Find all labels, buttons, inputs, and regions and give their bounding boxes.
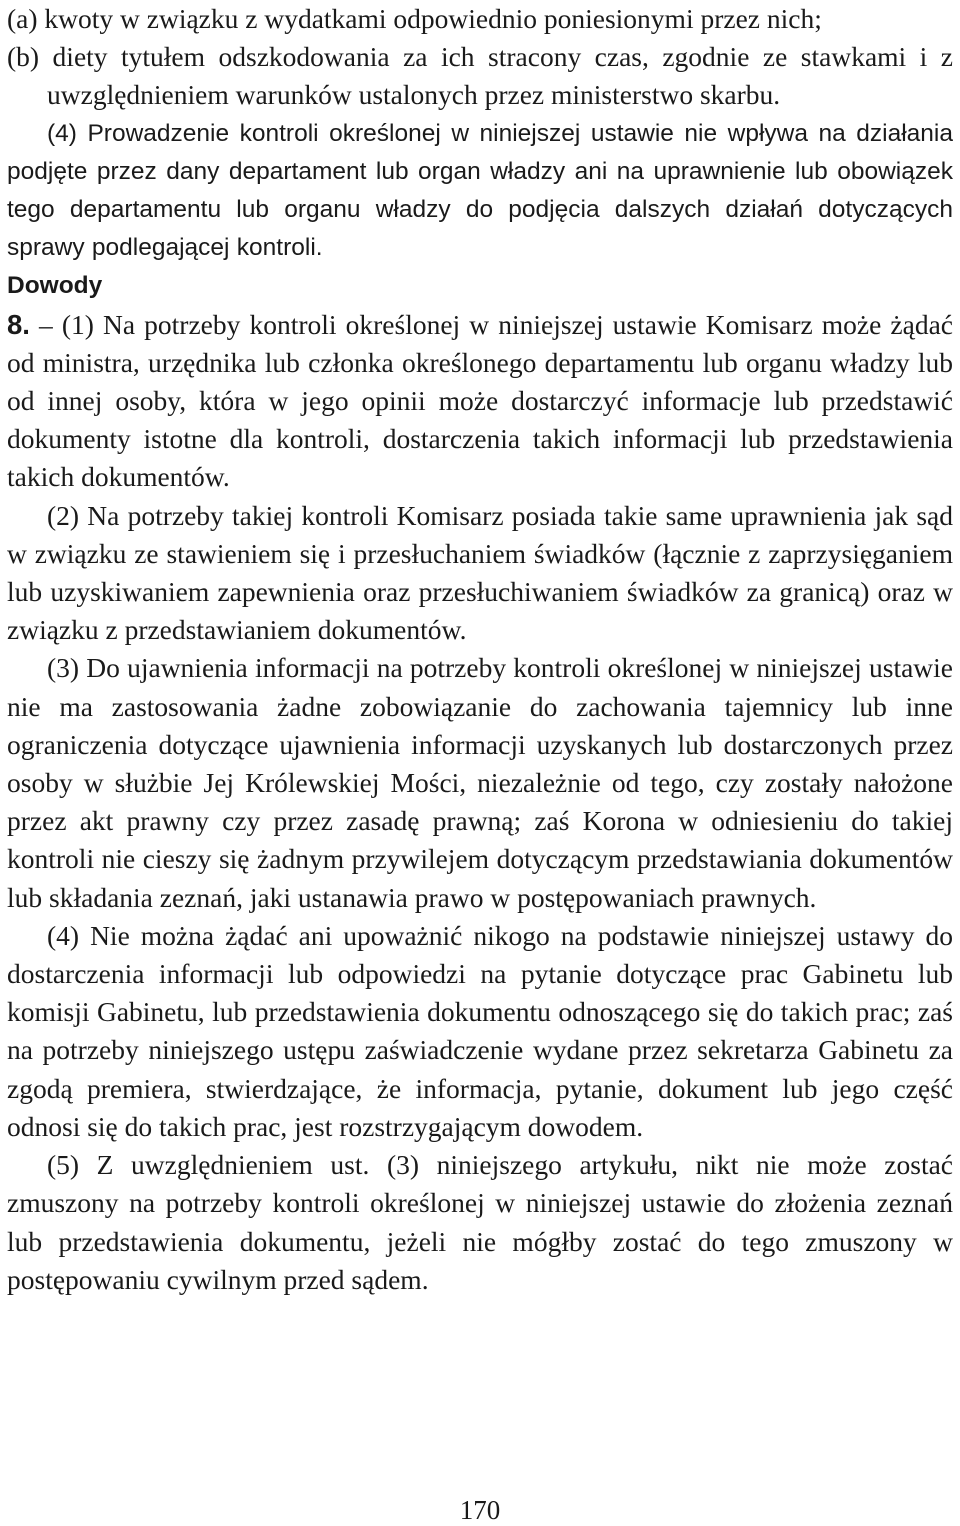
page-number: 170 (459, 1495, 501, 1525)
section-heading: Dowody (7, 272, 103, 300)
paragraph-4: (4) Prowadzenie kontroli określonej w niniejszej ustawie nie wpływa na działania podjęte przez dany departament lub organ władzy ani na uprawnienie lub obowiązek tego departamentu lub organu władzy do podjęcia dalszych działań dotyczących sprawy podlegającej kontroli. (7, 119, 953, 262)
article-8-paragraph-3: (3) Do ujawnienia informacji na potrzeby kontroli określonej w niniejszej ustawie nie ma zastosowania żadne zobowiązanie do zachowania tajemnicy lub inne ograniczenia dotyczące ujawnienia informacji uzyskanych lub dostarczonych przez osoby w służbie Jej Królewskiej Mości, niezależnie od tego, czy zostały nałożone przez akt prawny czy przez zasadę prawną; zaś Korona w odniesieniu do takiej kontroli nie cieszy się żadnym przywilejem dotyczącym przedstawiania dokumentów lub składania zeznań, jaki ustanawia prawo w postępowaniach prawnych. (7, 652, 953, 913)
article-8-paragraph-5: (5) Z uwzględnieniem ust. (3) niniejszego artykułu, nikt nie może zostać zmuszony na potrzeby kontroli określonej w niniejszej ustawie do złożenia zeznań lub przedstawienia dokumentu, jeżeli nie mógłby zostać do tego zmuszony w postępowaniu cywilnym przed sądem. (7, 1149, 953, 1295)
article-8-paragraph-4: (4) Nie można żądać ani upoważnić nikogo na podstawie niniejszej ustawy do dostarczenia informacji lub odpowiedzi na pytanie dotyczące prac Gabinetu lub komisji Gabinetu, lub przedstawienia dokumentu odnoszącego się do takich prac; zaś na potrzeby niniejszego ustępu zaświadczenie wydane przez sekretarza Gabinetu za zgodą premiera, stwierdzające, że informacja, pytanie, dokument lub jego część odnosi się do takich prac, jest rozstrzygającym dowodem. (7, 919, 953, 1142)
article-8-paragraph-2: (2) Na potrzeby takiej kontroli Komisarz posiada takie same uprawnienia jak sąd w związku ze stawieniem się i przesłuchaniem świadków (łącznie z zaprzysięganiem lub uzyskiwaniem zapewnienia oraz przesłuchiwaniem świadków za granicą) oraz w związku z przedstawianiem dokumentów. (7, 499, 953, 646)
article-8-p1-text: – (1) Na potrzeby kontroli określonej w niniejszej ustawie Komisarz może żądać od ministra, urzędnika lub członka określonego departamentu lub organu władzy lub od innej osoby, która w jego opinii może dostarczyć informacje lub przedstawić dokumenty istotne dla kontroli, dostarczenia takich informacji lub przedstawienia takich dokumentów. (7, 308, 953, 493)
item-b: (b) diety tytułem odszkodowania za ich stracony czas, zgodnie ze stawkami i z uwzględnieniem warunków ustalonych przez ministerstwo skarbu. (7, 41, 953, 111)
article-8-paragraph-1 (7, 306, 953, 497)
article-number: 8. (7, 308, 30, 340)
item-a: (a) kwoty w związku z wydatkami odpowiednio poniesionymi przez nich; (7, 3, 822, 34)
document-page (7, 0, 953, 1299)
